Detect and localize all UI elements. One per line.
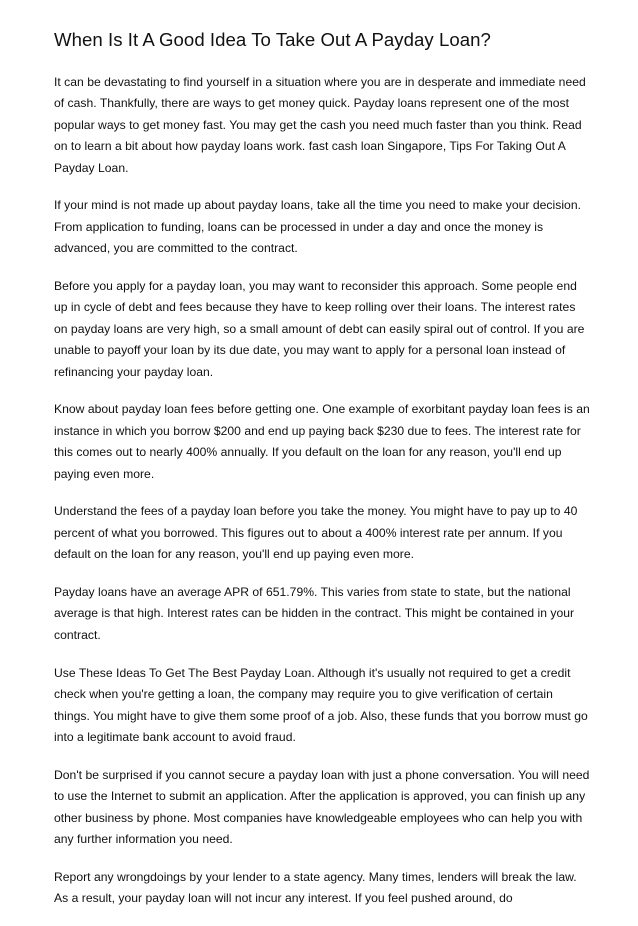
document-title: When Is It A Good Idea To Take Out A Payday Loan? bbox=[54, 29, 491, 50]
paragraph-fees: Know about payday loan fees before getting one. One example of exorbitant payday loan fees is an instance in which you borrow $200 and end up paying back $230 due to fees. The interest rate for this comes out to nearly 400% annually. If you default on the loan for any reason, you'll end up paying even more. bbox=[54, 402, 590, 481]
paragraph-decision: If your mind is not made up about payday loans, take all the time you need to make your decision. From application to funding, loans can be processed in under a day and once the money is advanced, you are committed to the contract. bbox=[54, 198, 581, 256]
paragraph-apr: Payday loans have an average APR of 651.79%. This varies from state to state, but the national average is that high. Interest rates can be hidden in the contract. This might be contained in your contract. bbox=[54, 585, 575, 642]
paragraph-ideas: Use These Ideas To Get The Best Payday Loan. Although it's usually not required to get a credit check when you're getting a loan, the company may require you to give verification of certain things. You might have to give them some proof of a job. Also, these funds that you borrow must go into a legitimate bank account to avoid fraud. bbox=[54, 665, 588, 744]
paragraph-reconsider: Before you apply for a payday loan, you may want to reconsider this approach. Some people end up in cycle of debt and fees because they have to keep rolling over their loans. The interest rates on payday loans are very high, so a small amount of debt can easily spiral out of control. If you are unable to payoff your loan by its due date, you may want to apply for a personal loan instead of refinancing your payday loan. bbox=[54, 279, 585, 379]
document-page bbox=[54, 28, 592, 926]
paragraph-report: Report any wrongdoings by your lender to a state agency. Many times, lenders will break the law. As a result, your payday loan will not incur any interest. If you feel pushed around, do bbox=[54, 869, 577, 906]
paragraph-intro: It can be devastating to find yourself in a situation where you are in desperate and immediate need of cash. Thankfully, there are ways to get money quick. Payday loans represent one of the most popular ways to get money fast. You may get the cash you need much faster than you think. Read on to learn a bit about how payday loans work. fast cash loan Singapore, Tips For Taking Out A Payday Loan. bbox=[54, 75, 586, 175]
paragraph-understand-fees: Understand the fees of a payday loan before you take the money. You might have to pay up to 40 percent of what you borrowed. This figures out to about a 400% interest rate per annum. If you default on the loan for any reason, you'll end up paying even more. bbox=[54, 504, 578, 562]
paragraph-phone: Don't be surprised if you cannot secure a payday loan with just a phone conversation. You will need to use the Internet to submit an application. After the application is approved, you can finish up any other business by phone. Most companies have knowledgeable employees who can help you with any further information you need. bbox=[54, 767, 590, 846]
